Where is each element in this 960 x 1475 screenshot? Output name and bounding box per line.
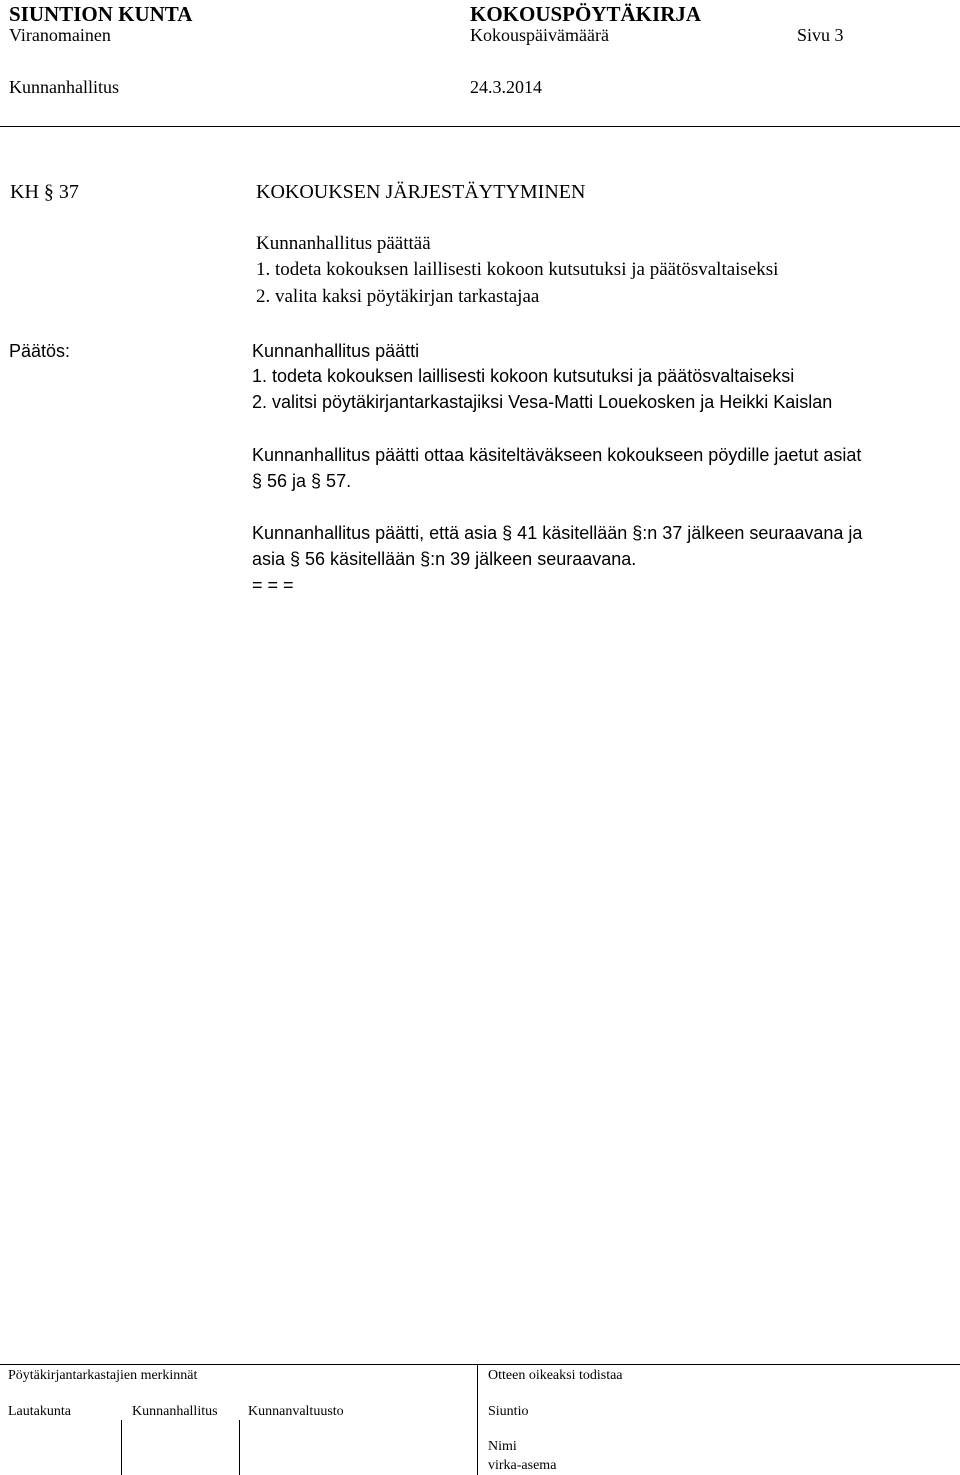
header-divider — [0, 126, 960, 127]
footer-column-lautakunta: Lautakunta — [8, 1404, 71, 1419]
certification-place: Siuntio — [488, 1404, 529, 1419]
end-marker: = = = — [252, 575, 294, 595]
meeting-date-label: Kokouspäivämäärä — [470, 25, 609, 45]
footer-divider — [0, 1364, 960, 1365]
footer-column-kunnanhallitus: Kunnanhallitus — [132, 1404, 218, 1419]
decision-item: 1. todeta kokouksen laillisesti kokoon kutsutuksi ja päätösvaltaiseksi — [252, 366, 795, 386]
decision-paragraph-line: § 56 ja § 57. — [252, 471, 352, 491]
proposal-item: 2. valita kaksi pöytäkirjan tarkastajaa — [256, 286, 540, 307]
document-type: KOKOUSPÖYTÄKIRJA — [470, 2, 702, 26]
inspectors-label: Pöytäkirjantarkastajien merkinnät — [8, 1368, 198, 1383]
proposal-item: 1. todeta kokouksen laillisesti kokoon kutsutuksi ja päätösvaltaiseksi — [256, 259, 779, 280]
section-number: KH § 37 — [10, 181, 79, 203]
proposal-intro: Kunnanhallitus päättää — [256, 233, 431, 254]
decision-paragraph-line: Kunnanhallitus päätti, että asia § 41 käsitellään §:n 37 jälkeen seuraavana ja — [252, 523, 863, 543]
decision-paragraph-line: Kunnanhallitus päätti ottaa käsiteltäväkseen kokoukseen pöydille jaetut asiat — [252, 445, 862, 465]
footer-column-divider — [121, 1420, 122, 1475]
meeting-date: 24.3.2014 — [470, 77, 542, 97]
position-label: virka-asema — [488, 1458, 557, 1473]
footer-column-divider — [239, 1420, 240, 1475]
authority-name: Kunnanhallitus — [9, 77, 119, 97]
organization-name: SIUNTION KUNTA — [9, 2, 193, 26]
certified-label: Otteen oikeaksi todistaa — [488, 1368, 623, 1383]
footer-column-divider — [477, 1364, 478, 1475]
decision-intro: Kunnanhallitus päätti — [252, 341, 420, 361]
decision-paragraph-line: asia § 56 käsitellään §:n 39 jälkeen seuraavana. — [252, 549, 637, 569]
decision-item: 2. valitsi pöytäkirjantarkastajiksi Vesa-Matti Louekosken ja Heikki Kaislan — [252, 392, 833, 412]
page-number: Sivu 3 — [797, 25, 844, 45]
decision-label: Päätös: — [9, 341, 71, 361]
name-label: Nimi — [488, 1439, 517, 1454]
authority-label: Viranomainen — [9, 25, 111, 45]
section-title: KOKOUKSEN JÄRJESTÄYTYMINEN — [256, 181, 586, 203]
footer-column-kunnanvaltuusto: Kunnanvaltuusto — [248, 1404, 344, 1419]
